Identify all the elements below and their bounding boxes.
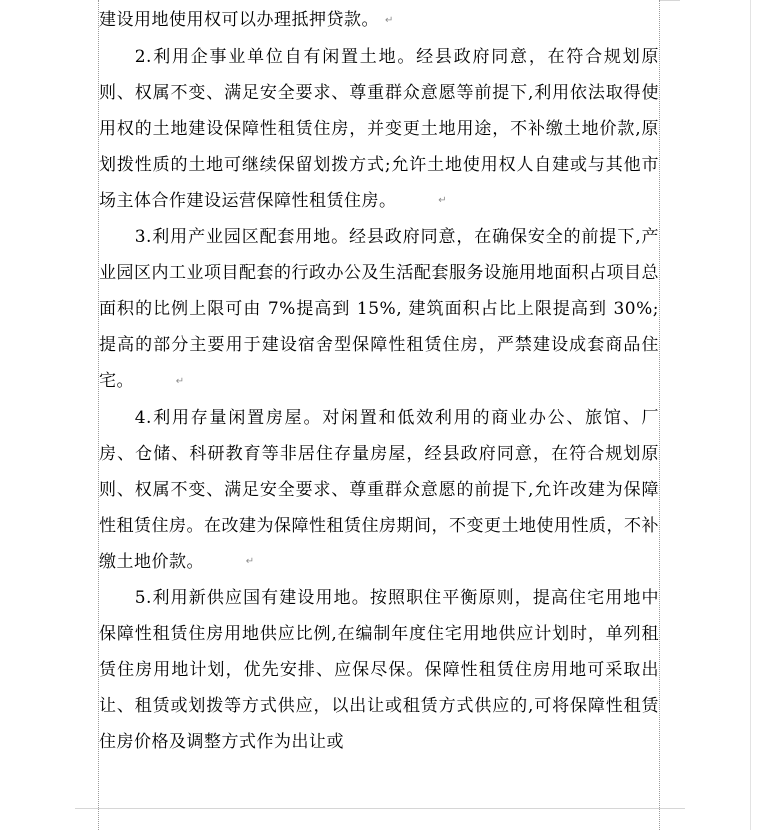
paragraph-mark-icon: ↵ bbox=[385, 14, 394, 26]
paragraph-mark-icon: ↵ bbox=[175, 375, 185, 387]
paragraph-4 bbox=[99, 400, 659, 581]
paragraph-5 bbox=[99, 580, 659, 760]
page-top-edge bbox=[660, 0, 680, 1]
document-page[interactable] bbox=[99, 0, 659, 760]
paragraph-1-text: 建设用地使用权可以办理抵押贷款。 bbox=[99, 10, 379, 30]
paragraph-2 bbox=[99, 39, 659, 220]
page-right-edge bbox=[750, 0, 751, 830]
text-area-right-boundary bbox=[659, 0, 660, 830]
paragraph-4-text: 4.利用存量闲置房屋。对闲置和低效利用的商业办公、旅馆、厂房、仓储、科研教育等非居住存量房屋，经县政府同意，在符合规划原则、权属不变、满足安全要求、尊重群众意愿的前提下,允许改建为保障性租赁住房。在改建为保障性租赁住房期间，不变更土地使用性质，不补缴土地价款。 bbox=[99, 407, 659, 572]
page-bottom-edge bbox=[75, 808, 685, 809]
paragraph-5-text: 5.利用新供应国有建设用地。按照职住平衡原则，提高住宅用地中保障性租赁住房用地供应比例,在编制年度住宅用地供应计划时，单列租赁住房用地计划，优先安排、应保尽保。保障性租赁住房用地可采取出让、租赁或划拨等方式供应，以出让或租赁方式供应的,可将保障性租赁住房价格及调整方式作为出让或 bbox=[99, 588, 659, 752]
paragraph-3-text: 3.利用产业园区配套用地。经县政府同意，在确保安全的前提下,产业园区内工业项目配套的行政办公及生活配套服务设施用地面积占项目总面积的比例上限可由 7%提高到 15%, 建筑面积占比上限提高到 30%; 提高的部分主要用于建设宿舍型保障性租赁住房，严禁建设成套商品住宅。 bbox=[99, 227, 659, 391]
paragraph-2-text: 2.利用企事业单位自有闲置土地。经县政府同意，在符合规划原则、权属不变、满足安全要求、尊重群众意愿等前提下,利用依法取得使用权的土地建设保障性租赁住房，并变更土地用途，不补缴土地价款,原划拨性质的土地可继续保留划拨方式;允许土地使用权人自建或与其他市场主体合作建设运营保障性租赁住房。 bbox=[99, 46, 659, 211]
paragraph-3 bbox=[99, 219, 659, 400]
paragraph-mark-icon: ↵ bbox=[245, 556, 255, 567]
paragraph-1 bbox=[99, 2, 659, 39]
paragraph-mark-icon: ↵ bbox=[438, 195, 447, 206]
